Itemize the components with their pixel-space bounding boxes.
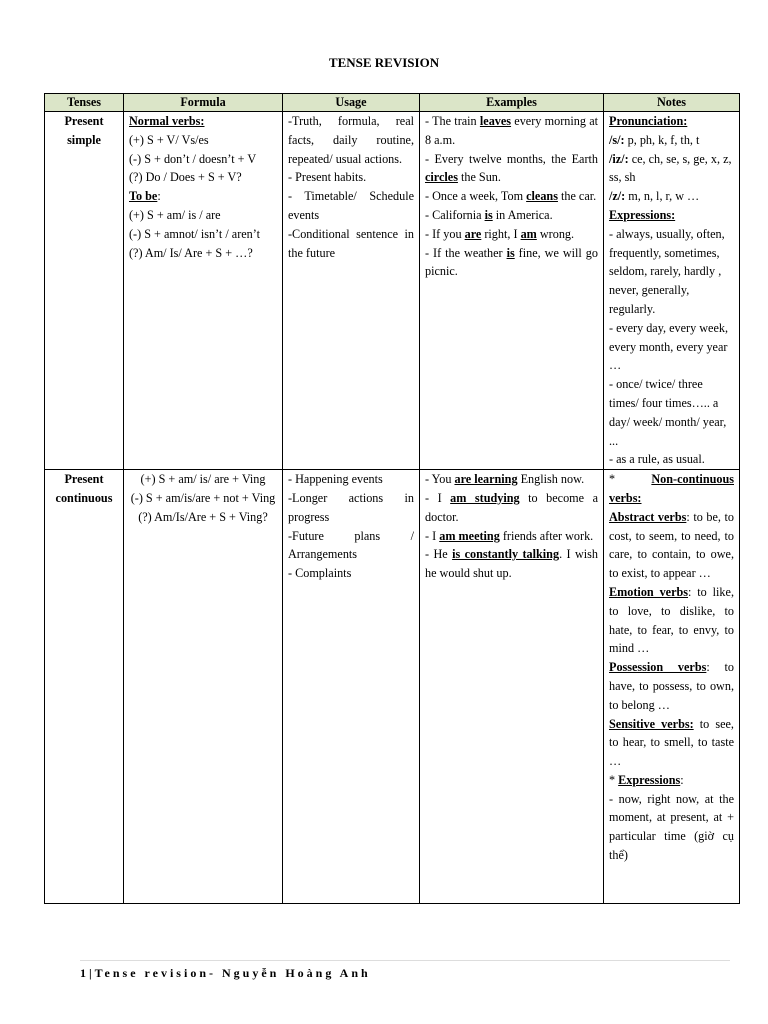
examples-cell xyxy=(420,112,604,470)
usage-item: -Longer actions in progress xyxy=(288,490,414,524)
verb-group: Abstract verbs: to be, to cost, to seem, to need, to care, to contain, to owe, to exist, to appear … xyxy=(609,509,734,581)
example-item: - I am meeting friends after work. xyxy=(425,528,594,543)
formula-line: (+) S + V/ Vs/es xyxy=(129,132,209,147)
usage-cell xyxy=(283,112,420,470)
pronunciation-item: /s/: p, ph, k, f, th, t xyxy=(609,132,700,147)
tense-cell xyxy=(45,470,124,904)
formula-cell xyxy=(124,112,283,470)
formula-line: (?) Am/ Is/ Are + S + …? xyxy=(129,245,253,260)
table-header-row xyxy=(45,94,740,112)
formula-line: (?) Do / Does + S + V? xyxy=(129,170,242,185)
example-item: - I am studying to become a doctor. xyxy=(425,490,598,524)
expression-item: - as a rule, as usual. xyxy=(609,452,705,467)
expression-item: - now, right now, at the moment, at present, at + particular time (giờ cụ thể) xyxy=(609,791,734,863)
header-notes: Notes xyxy=(604,94,740,112)
verb-group: Sensitive verbs: to see, to hear, to smell, to taste … xyxy=(609,716,734,769)
expressions-heading: * Expressions: xyxy=(609,772,684,787)
usage-item: - Present habits. xyxy=(288,170,367,185)
table-row-present-continuous xyxy=(45,470,740,904)
normal-verbs-label: Normal verbs: xyxy=(129,114,205,128)
formula-line: (-) S + amnot/ isn’t / aren’t xyxy=(129,226,260,241)
formula-line: (-) S + don’t / doesn’t + V xyxy=(129,151,257,166)
pronunciation-item: /z/: m, n, l, r, w … xyxy=(609,189,700,204)
footer-divider xyxy=(80,960,730,961)
usage-item: -Truth, formula, real facts, daily routine, repeated/ usual actions. xyxy=(288,114,414,166)
expression-item: - once/ twice/ three times/ four times….. a day/ week/ month/ year, ... xyxy=(609,377,727,448)
usage-item: - Complaints xyxy=(288,566,352,581)
verb-group: Emotion verbs: to like, to love, to dislike, to hate, to fear, to envy, to mind … xyxy=(609,584,734,656)
example-item: - He is constantly talking. I wish he would shut up. xyxy=(425,547,598,581)
usage-item: -Conditional sentence in the future xyxy=(288,226,414,260)
example-item: - You are learning English now. xyxy=(425,472,585,487)
example-item: - If you are right, I am wrong. xyxy=(425,226,575,241)
tense-name-line2: simple xyxy=(67,132,101,147)
to-be-colon: : xyxy=(157,189,161,204)
table-row-present-simple xyxy=(45,112,740,470)
usage-item: - Timetable/ Schedule events xyxy=(288,189,414,222)
usage-item: - Happening events xyxy=(288,472,383,487)
formula-line: (+) S + am/ is / are xyxy=(129,207,221,222)
tense-name-line2: continuous xyxy=(55,490,113,505)
verb-group: Possession verbs: to have, to possess, to own, to belong … xyxy=(609,660,734,712)
notes-cell xyxy=(604,112,740,470)
expression-item: - always, usually, often, frequently, sometimes, seldom, rarely, hardly , never, generally, regularly. xyxy=(609,226,725,316)
example-item: - California is in America. xyxy=(425,207,553,222)
page-title: TENSE REVISION xyxy=(328,55,440,70)
to-be-label: To be xyxy=(129,189,158,204)
formula-line: (+) S + am/ is/ are + Ving xyxy=(140,472,266,487)
non-continuous-heading: * Non-continuous verbs: xyxy=(609,472,734,505)
pronunciation-item: /iz/: ce, ch, se, s, ge, x, z, ss, sh xyxy=(609,151,732,185)
header-formula: Formula xyxy=(124,94,283,112)
examples-cell xyxy=(420,470,604,904)
example-item: - Every twelve months, the Earth circles the Sun. xyxy=(425,151,598,185)
pronunciation-label: Pronunciation: xyxy=(609,114,688,128)
tense-name-line1: Present xyxy=(64,472,104,487)
tense-cell xyxy=(45,112,124,470)
header-tenses: Tenses xyxy=(45,94,124,112)
tense-name-line1: Present xyxy=(64,114,104,128)
usage-item: -Future plans / Arrangements xyxy=(288,528,414,562)
header-usage: Usage xyxy=(283,94,420,112)
expression-item: - every day, every week, every month, every year … xyxy=(609,320,728,373)
formula-cell xyxy=(124,470,283,904)
expressions-label: Expressions: xyxy=(609,207,676,222)
header-examples: Examples xyxy=(420,94,604,112)
notes-cell xyxy=(604,470,740,904)
example-item: - Once a week, Tom cleans the car. xyxy=(425,189,597,204)
tense-table xyxy=(44,93,740,904)
example-item: - If the weather is fine, we will go picnic. xyxy=(425,245,598,279)
formula-line: (?) Am/Is/Are + S + Ving? xyxy=(138,509,268,524)
example-item: - The train leaves every morning at 8 a.m. xyxy=(425,114,598,147)
usage-cell xyxy=(283,470,420,904)
page-footer: 1|Tense revision- Nguyễn Hoàng Anh xyxy=(80,966,371,980)
formula-line: (-) S + am/is/are + not + Ving xyxy=(130,490,276,505)
